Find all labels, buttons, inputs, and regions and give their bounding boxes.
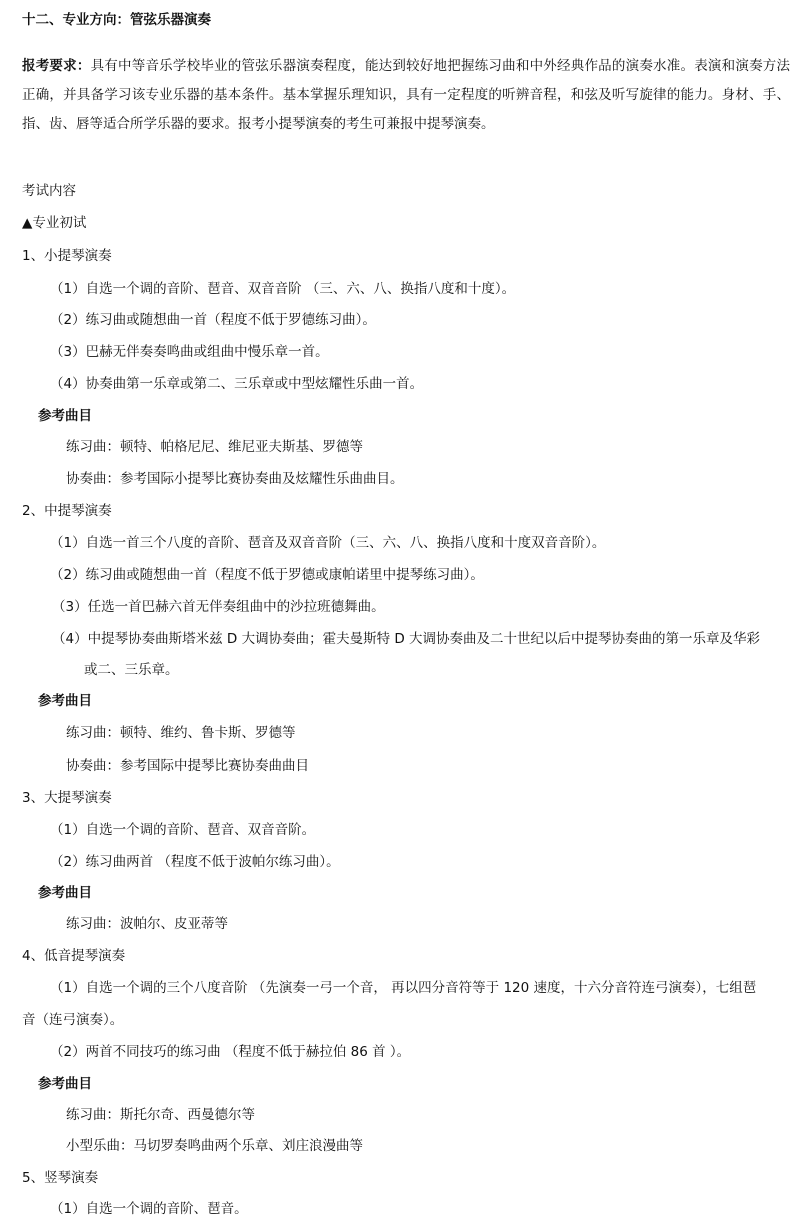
preliminary-label: ▲专业初试 [22,215,87,231]
bass-reference-label: 参考曲目 [38,1076,92,1092]
bass-reference-1: 练习曲：斯托尔奇、西曼德尔等 [66,1107,255,1123]
viola-reference-label: 参考曲目 [38,693,92,709]
section-title: 十二、专业方向：管弦乐器演奏 [22,12,211,28]
cello-item-1: （1）自选一个调的音阶、琶音、双音音阶。 [50,822,316,838]
harp-heading: 5、竖琴演奏 [22,1170,99,1186]
bass-reference-2: 小型乐曲：马切罗奏鸣曲两个乐章、刘庄浪漫曲等 [66,1138,363,1154]
cello-reference-1: 练习曲：波帕尔、皮亚蒂等 [66,916,228,932]
violin-reference-label: 参考曲目 [38,408,92,424]
violin-item-4: （4）协奏曲第一乐章或第二、三乐章或中型炫耀性乐曲一首。 [50,376,424,392]
violin-reference-2: 协奏曲：参考国际小提琴比赛协奏曲及炫耀性乐曲曲目。 [66,471,404,487]
viola-reference-1: 练习曲：顿特、维约、鲁卡斯、罗德等 [66,725,296,741]
viola-item-1: （1）自选一首三个八度的音阶、琶音及双音音阶（三、六、八、换指八度和十度双音音阶）。 [50,535,606,551]
harp-item-1: （1）自选一个调的音阶、琶音。 [50,1201,248,1217]
cello-reference-label: 参考曲目 [38,885,92,901]
violin-item-2: （2）练习曲或随想曲一首（程度不低于罗德练习曲）。 [50,312,376,328]
bass-item-2: （2）两首不同技巧的练习曲 （程度不低于赫拉伯 86 首 ）。 [50,1044,411,1060]
violin-item-3: （3）巴赫无伴奏奏鸣曲或组曲中慢乐章一首。 [50,344,329,360]
requirement-paragraph [22,52,790,139]
bass-heading: 4、低音提琴演奏 [22,948,126,964]
viola-heading: 2、中提琴演奏 [22,503,112,519]
requirement-label: 报考要求： [22,58,91,74]
requirement-text: 具有中等音乐学校毕业的管弦乐器演奏程度，能达到较好地把握练习曲和中外经典作品的演奏水准。表演和演奏方法正确，并具备学习该专业乐器的基本条件。基本掌握乐理知识，具有一定程度的听辨音程，和弦及听写旋律的能力。身材、手、指、齿、唇等适合所学乐器的要求。报考小提琴演奏的考生可兼报中提琴演奏。 [22,58,791,132]
bass-item-1-continued: 音（连弓演奏）。 [22,1012,124,1028]
viola-item-4: （4）中提琴协奏曲斯塔米兹 D 大调协奏曲；霍夫曼斯特 D 大调协奏曲及二十世纪以后中提琴协奏曲的第一乐章及华彩 [52,631,761,647]
cello-item-2: （2）练习曲两首 （程度不低于波帕尔练习曲）。 [50,854,340,870]
bass-item-1: （1）自选一个调的三个八度音阶 （先演奏一弓一个音， 再以四分音符等于 120 速度，十六分音符连弓演奏），七组琶 [50,980,757,996]
cello-heading: 3、大提琴演奏 [22,790,112,806]
exam-content-label: 考试内容 [22,183,76,199]
violin-item-1: （1）自选一个调的音阶、琶音、双音音阶 （三、六、八、换指八度和十度）。 [50,281,516,297]
viola-item-2: （2）练习曲或随想曲一首（程度不低于罗德或康帕诺里中提琴练习曲）。 [50,567,484,583]
violin-reference-1: 练习曲：顿特、帕格尼尼、维尼亚夫斯基、罗德等 [66,439,363,455]
viola-item-4-continued: 或二、三乐章。 [84,662,179,678]
viola-item-3: （3）任选一首巴赫六首无伴奏组曲中的沙拉班德舞曲。 [52,599,385,615]
viola-reference-2: 协奏曲：参考国际中提琴比赛协奏曲曲目 [66,758,309,774]
violin-heading: 1、小提琴演奏 [22,248,112,264]
